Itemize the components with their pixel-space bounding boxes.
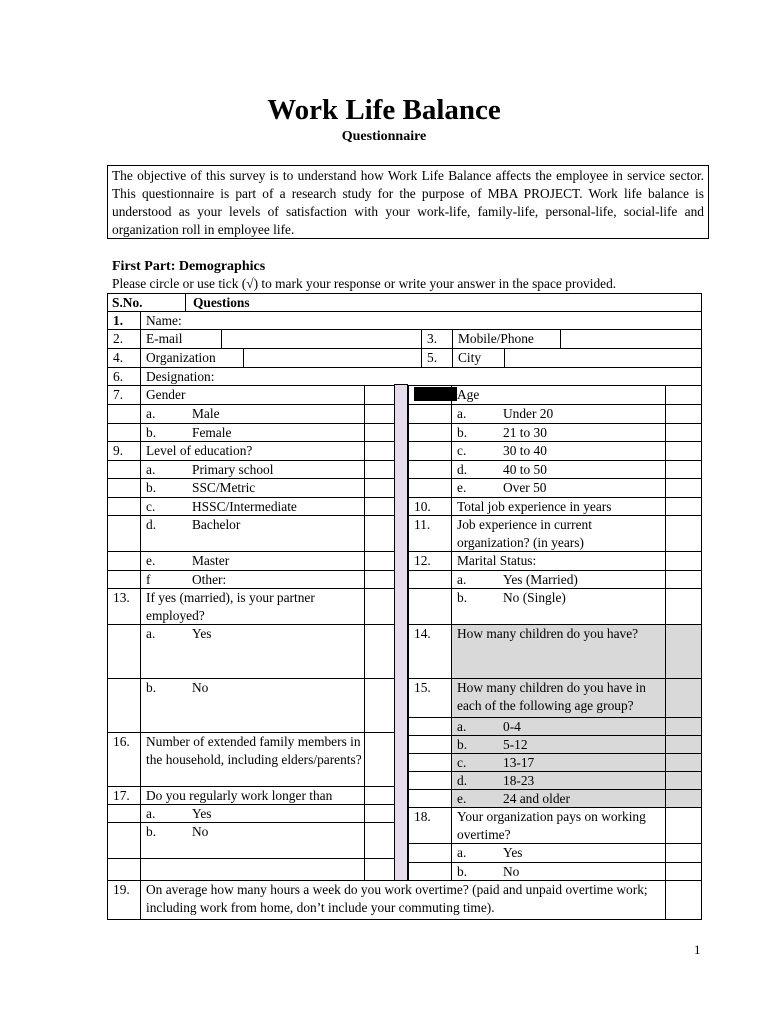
option-text: 18-23	[503, 773, 535, 788]
partner-option-yes	[140, 624, 365, 679]
option-text: 5-12	[503, 737, 528, 752]
option-letter: a.	[457, 572, 467, 587]
q2-number: 2.	[107, 329, 141, 349]
q7-number: 7.	[107, 385, 141, 405]
option-letter: a.	[457, 845, 467, 860]
answer-box[interactable]	[364, 822, 395, 859]
q17-number: 17.	[107, 786, 141, 805]
q18-overtime-pay: Your organization pays on working overtime?	[451, 807, 666, 844]
q13-number: 13.	[107, 588, 141, 625]
option-text: 0-4	[503, 719, 521, 734]
table-cell	[408, 843, 452, 863]
option-text: 13-17	[503, 755, 535, 770]
q14-children-count: How many children do you have?	[451, 624, 666, 679]
option-letter: b.	[146, 680, 157, 695]
option-letter: a.	[146, 406, 156, 421]
document-subtitle: Questionnaire	[341, 129, 427, 144]
option-text: 30 to 40	[503, 443, 547, 458]
answer-box[interactable]	[364, 478, 395, 498]
option-text: No (Single)	[503, 590, 566, 605]
option-text: No	[503, 864, 520, 879]
answer-box[interactable]	[665, 771, 702, 790]
answer-box[interactable]	[364, 786, 395, 805]
children-option-13-17	[451, 753, 666, 772]
marital-option-single	[451, 588, 666, 625]
table-cell	[107, 804, 141, 823]
option-letter: a.	[457, 719, 467, 734]
q12-marital-status: Marital Status:	[451, 551, 666, 571]
option-text: SSC/Metric	[192, 480, 256, 495]
q7-gender: Gender	[140, 385, 365, 405]
table-cell	[107, 822, 141, 859]
overtime-pay-option-no	[451, 862, 666, 881]
section-heading: First Part: Demographics	[112, 259, 266, 274]
answer-box[interactable]	[665, 753, 702, 772]
answer-box[interactable]	[665, 588, 702, 625]
q6-designation: Designation:	[140, 367, 702, 386]
table-cell	[107, 678, 141, 733]
overtime-option-yes	[140, 804, 365, 823]
answer-box[interactable]	[364, 385, 395, 405]
q16-number: 16.	[107, 732, 141, 787]
option-letter: e.	[457, 791, 467, 806]
q10-total-experience: Total job experience in years	[451, 497, 666, 516]
q10-number: 10.	[408, 497, 452, 516]
redaction-block	[414, 387, 457, 401]
answer-box[interactable]	[364, 732, 395, 787]
answer-box[interactable]	[665, 497, 702, 516]
q15-number: 15.	[408, 678, 452, 718]
option-text: 40 to 50	[503, 462, 547, 477]
option-text: Yes	[503, 845, 523, 860]
option-text: No	[192, 680, 209, 695]
table-cell	[107, 423, 141, 442]
age-option-30-40	[451, 441, 666, 461]
table-cell	[408, 753, 452, 772]
table-cell	[107, 858, 141, 881]
answer-box[interactable]	[665, 551, 702, 571]
q4-number: 4.	[107, 348, 141, 368]
answer-box[interactable]	[364, 497, 395, 516]
answer-box[interactable]	[364, 804, 395, 823]
option-letter: d.	[457, 462, 468, 477]
table-cell	[408, 404, 452, 424]
option-text: Under 20	[503, 406, 554, 421]
education-option-primary	[140, 460, 365, 479]
q1-number: 1.	[107, 311, 141, 330]
marital-option-married	[451, 570, 666, 589]
table-cell	[107, 404, 141, 424]
answer-box[interactable]	[364, 404, 395, 424]
table-cell	[408, 441, 452, 461]
option-text: 21 to 30	[503, 425, 547, 440]
option-letter: b.	[146, 480, 157, 495]
table-cell	[140, 858, 365, 881]
answer-box[interactable]	[364, 678, 395, 733]
demographics-table	[107, 293, 701, 919]
answer-box[interactable]	[665, 807, 702, 844]
option-text: Yes (Married)	[503, 572, 578, 587]
option-text: Master	[192, 553, 230, 568]
option-letter: d.	[146, 517, 157, 532]
option-text: Yes	[192, 626, 212, 641]
page-number: 1	[694, 942, 701, 957]
q4-organization: Organization	[140, 348, 244, 368]
option-text: No	[192, 824, 209, 839]
answer-box[interactable]	[665, 423, 702, 442]
document-title: Work Life Balance	[267, 94, 501, 126]
answer-box[interactable]	[364, 441, 395, 461]
option-letter: a.	[146, 806, 156, 821]
option-letter: b.	[146, 824, 157, 839]
answer-box[interactable]	[665, 515, 702, 552]
answer-box[interactable]	[665, 460, 702, 479]
answer-box[interactable]	[665, 441, 702, 461]
column-divider	[394, 384, 408, 881]
intro-box: The objective of this survey is to understand how Work Life Balance affects the employee in service sector. This questionnaire is part of a research study for the purpose of MBA PROJECT. Work life balance is understood as your levels of satisfaction with your work-life, family-life, personal-life, social-life and organization roll in employee life.	[107, 165, 709, 239]
answer-box[interactable]	[364, 551, 395, 571]
option-text: Over 50	[503, 480, 547, 495]
answer-box[interactable]	[665, 717, 702, 736]
age-option-over-50	[451, 478, 666, 498]
table-cell	[107, 551, 141, 571]
answer-box[interactable]	[364, 588, 395, 625]
education-option-other	[140, 570, 365, 589]
answer-box[interactable]	[665, 570, 702, 589]
q11-number: 11.	[408, 515, 452, 552]
option-letter: b.	[457, 737, 468, 752]
age-option-40-50	[451, 460, 666, 479]
option-letter: a.	[146, 462, 156, 477]
option-letter: d.	[457, 773, 468, 788]
option-letter: c.	[457, 443, 467, 458]
answer-box[interactable]	[364, 460, 395, 479]
partner-option-no	[140, 678, 365, 733]
table-cell	[107, 478, 141, 498]
table-cell	[408, 570, 452, 589]
q13-partner-employed: If yes (married), is your partner employed?	[140, 588, 365, 625]
option-text: 24 and older	[503, 791, 570, 806]
q2-email: E-mail	[140, 329, 222, 349]
q16-extended-family: Number of extended family members in the household, including elders/parents?	[140, 732, 365, 787]
q5-answer-field[interactable]	[504, 348, 702, 368]
q4-answer-field[interactable]	[243, 348, 422, 368]
q17-work-longer: Do you regularly work longer than	[140, 786, 365, 805]
children-option-24-older	[451, 789, 666, 808]
children-option-5-12	[451, 735, 666, 754]
q15-children-age-groups: How many children do you have in each of the following age group?	[451, 678, 666, 718]
answer-box[interactable]	[665, 735, 702, 754]
table-cell	[408, 862, 452, 881]
table-cell	[408, 735, 452, 754]
answer-box[interactable]	[665, 880, 702, 920]
table-cell	[107, 515, 141, 552]
education-option-bachelor	[140, 515, 365, 552]
education-option-ssc	[140, 478, 365, 498]
option-letter: e.	[457, 480, 467, 495]
option-letter: b.	[146, 425, 157, 440]
table-cell	[408, 789, 452, 808]
answer-box[interactable]	[665, 385, 702, 405]
option-letter: f	[146, 572, 151, 587]
table-cell	[107, 624, 141, 679]
overtime-option-no	[140, 822, 365, 859]
education-option-master	[140, 551, 365, 571]
q3-answer-field[interactable]	[560, 329, 702, 349]
table-cell	[107, 497, 141, 516]
q19-overtime-hours: On average how many hours a week do you work overtime? (paid and unpaid overtime work; including work from home, don’t include your commuting time).	[140, 880, 666, 920]
option-text: Female	[192, 425, 232, 440]
table-cell	[107, 460, 141, 479]
option-letter: b.	[457, 425, 468, 440]
option-letter: a.	[457, 406, 467, 421]
answer-box[interactable]	[364, 570, 395, 589]
q8-age: Age	[451, 385, 666, 405]
q14-number: 14.	[408, 624, 452, 679]
q9-education: Level of education?	[140, 441, 365, 461]
option-letter: e.	[146, 553, 156, 568]
table-cell	[107, 570, 141, 589]
q5-number: 5.	[421, 348, 453, 368]
q3-number: 3.	[421, 329, 453, 349]
option-text: HSSC/Intermediate	[192, 499, 297, 514]
q3-phone: Mobile/Phone	[452, 329, 561, 349]
table-cell	[408, 423, 452, 442]
answer-box[interactable]	[665, 404, 702, 424]
answer-box[interactable]	[665, 862, 702, 881]
q11-current-experience: Job experience in current organization? (in years)	[451, 515, 666, 552]
q18-number: 18.	[408, 807, 452, 844]
q9-number: 9.	[107, 441, 141, 461]
q1-name: Name:	[140, 311, 702, 330]
header-sno: S.No.	[107, 293, 186, 312]
option-text: Male	[192, 406, 220, 421]
option-text: Other:	[192, 572, 227, 587]
children-option-0-4	[451, 717, 666, 736]
answer-box[interactable]	[364, 515, 395, 552]
instructions: Please circle or use tick (√) to mark your response or write your answer in the space provided.	[112, 276, 617, 291]
age-option-21-30	[451, 423, 666, 442]
gender-option-male	[140, 404, 365, 424]
education-option-hssc	[140, 497, 365, 516]
answer-box[interactable]	[364, 858, 395, 881]
age-option-under-20	[451, 404, 666, 424]
overtime-pay-option-yes	[451, 843, 666, 863]
table-cell	[408, 460, 452, 479]
answer-box[interactable]	[665, 478, 702, 498]
answer-box[interactable]	[364, 423, 395, 442]
header-questions: Questions	[185, 293, 702, 312]
answer-box[interactable]	[665, 789, 702, 808]
q2-answer-field[interactable]	[221, 329, 422, 349]
q5-city: City	[452, 348, 505, 368]
answer-box[interactable]	[665, 678, 702, 718]
gender-option-female	[140, 423, 365, 442]
option-letter: a.	[146, 626, 156, 641]
table-cell	[408, 588, 452, 625]
children-option-18-23	[451, 771, 666, 790]
option-text: Primary school	[192, 462, 274, 477]
option-text: Yes	[192, 806, 212, 821]
option-text: Bachelor	[192, 517, 241, 532]
answer-box[interactable]	[665, 843, 702, 863]
q19-number: 19.	[107, 880, 141, 920]
q12-number: 12.	[408, 551, 452, 571]
table-cell	[408, 771, 452, 790]
option-letter: c.	[457, 755, 467, 770]
answer-box[interactable]	[665, 624, 702, 679]
option-letter: b.	[457, 590, 468, 605]
q6-number: 6.	[107, 367, 141, 386]
answer-box[interactable]	[364, 624, 395, 679]
option-letter: b.	[457, 864, 468, 879]
table-cell	[408, 717, 452, 736]
option-letter: c.	[146, 499, 156, 514]
table-cell	[408, 478, 452, 498]
